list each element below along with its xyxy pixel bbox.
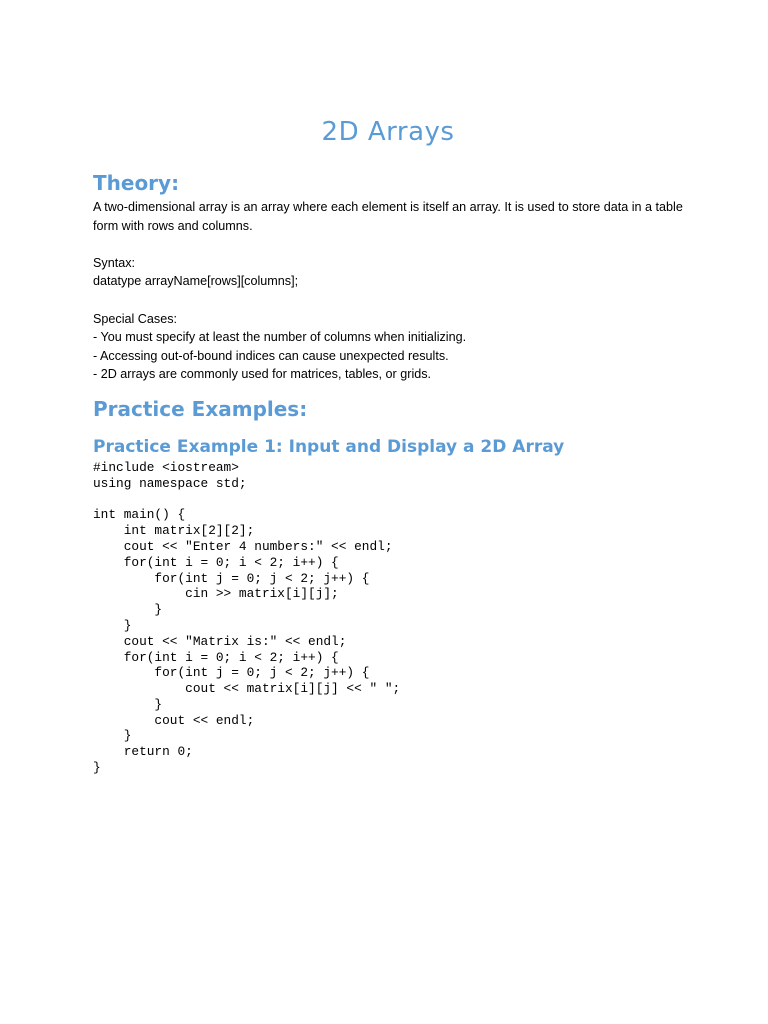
code-line: for(int i = 0; i < 2; i++) { xyxy=(93,649,339,665)
theory-heading: Theory: xyxy=(93,171,180,195)
code-line xyxy=(93,492,683,508)
example1-heading: Practice Example 1: Input and Display a 2D Array xyxy=(93,436,565,457)
code-line: } xyxy=(93,602,163,618)
code-line: cout << endl; xyxy=(93,712,255,728)
blank-line xyxy=(93,235,683,254)
code-line: #include <iostream> xyxy=(93,459,239,475)
special-case-item: - Accessing out-of-bound indices can cause unexpected results. xyxy=(93,348,449,363)
code-line: cout << "Matrix is:" << endl; xyxy=(93,633,347,649)
code-line: int main() { xyxy=(93,507,186,523)
code-line: for(int j = 0; j < 2; j++) { xyxy=(93,665,370,681)
code-line: } xyxy=(93,728,132,744)
code-line: } xyxy=(93,696,163,712)
code-line: int matrix[2][2]; xyxy=(93,523,255,539)
code-line: cout << matrix[i][j] << " "; xyxy=(93,681,401,697)
code-line: for(int i = 0; i < 2; i++) { xyxy=(93,554,339,570)
code-line: for(int j = 0; j < 2; j++) { xyxy=(93,570,370,586)
document-title: 2D Arrays xyxy=(321,117,455,147)
code-line: } xyxy=(93,617,132,633)
document-body xyxy=(93,112,687,776)
special-case-item: - 2D arrays are commonly used for matrices, tables, or grids. xyxy=(93,367,432,382)
practice-heading: Practice Examples: xyxy=(93,396,308,421)
code-line: return 0; xyxy=(93,744,193,760)
blank-line xyxy=(93,291,683,310)
code-line: cout << "Enter 4 numbers:" << endl; xyxy=(93,538,393,554)
code-line: cin >> matrix[i][j]; xyxy=(93,586,339,602)
special-case-item: - You must specify at least the number of columns when initializing. xyxy=(93,330,467,345)
code-line: using namespace std; xyxy=(93,475,247,491)
special-cases-label: Special Cases: xyxy=(93,311,177,326)
code-line: } xyxy=(93,760,101,776)
syntax-line: datatype arrayName[rows][columns]; xyxy=(93,274,299,289)
example1-code-block xyxy=(93,460,683,776)
theory-paragraph: A two-dimensional array is an array where each element is itself an array. It is used to store data in a table form with rows and columns. xyxy=(93,200,687,233)
syntax-label: Syntax: xyxy=(93,255,135,270)
